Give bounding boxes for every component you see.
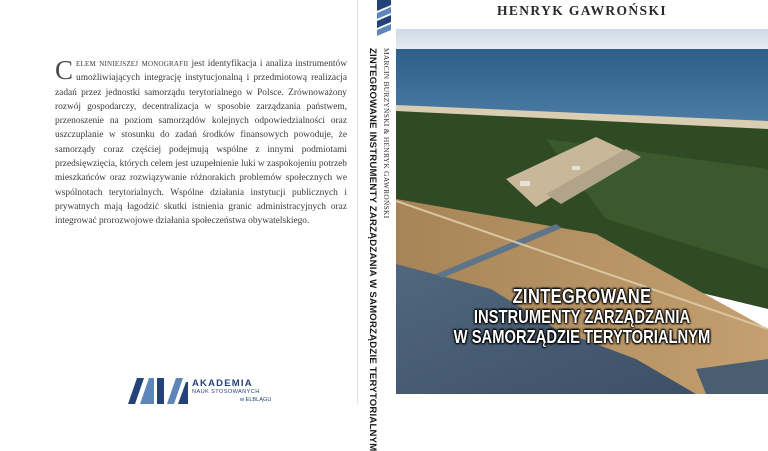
spine-title: ZINTEGROWANE INSTRUMENTY ZARZĄDZANIA W SAMORZĄDZIE TERYTORIALNYM xyxy=(367,48,378,451)
publisher-name-line1: AKADEMIA xyxy=(192,378,253,389)
spine xyxy=(357,0,398,451)
blurb-lead: elem niniejszej monografii xyxy=(76,59,189,69)
spine-logo-icon xyxy=(377,0,391,36)
front-cover xyxy=(396,0,768,404)
front-title xyxy=(429,287,734,347)
blurb-dropcap: C xyxy=(55,55,74,85)
back-cover xyxy=(0,0,357,404)
publisher-logo xyxy=(128,378,278,404)
back-cover-blurb xyxy=(55,57,347,229)
publisher-name-line3: w ELBLĄGU xyxy=(240,397,272,403)
front-title-line1: ZINTEGROWANE xyxy=(512,286,652,308)
publisher-logo-icon xyxy=(128,378,188,404)
blurb-text: jest identyfikacja i analiza instrumentów umożliwiających integrację instytucjonalną i przedmiotową realizacja zadań przez jednostki samorządu terytorialnego w Polsce. Zrównoważony rozwój gospodarczy, decentralizacja w sposobie zarządzania państwem, przenoszenie na poziom samorządów kolejnych odpowiedzialności oraz uszczuplanie w stosunku do zadań środków finansowych powoduje, że samorządy coraz częściej podejmują wspólne z innymi podmiotami przedsięwzięcia, których celem jest uzupełnienie luki w zaspokojeniu potrzeb mieszkańców oraz rozwiązywanie różnorakich problemów społecznych we wspólnotach terytorialnych. Wspólne działania instytucji publicznych i prywatnych mają łagodzić skutki istnienia granic administracyjnych oraz integrować prorozwojowe działania społeczeństwa obywatelskiego. xyxy=(55,59,347,227)
publisher-name-line2: NAUK STOSOWANYCH xyxy=(192,389,260,395)
front-title-line2: INSTRUMENTY ZARZĄDZANIA xyxy=(473,307,691,327)
front-title-line3: W SAMORZĄDZIE TERYTORIALNYM xyxy=(453,327,711,347)
front-author: HENRYK GAWROŃSKI xyxy=(496,3,668,18)
spine-authors: MARCIN BURZYŃSKI & HENRYK GAWROŃSKI xyxy=(382,48,391,219)
